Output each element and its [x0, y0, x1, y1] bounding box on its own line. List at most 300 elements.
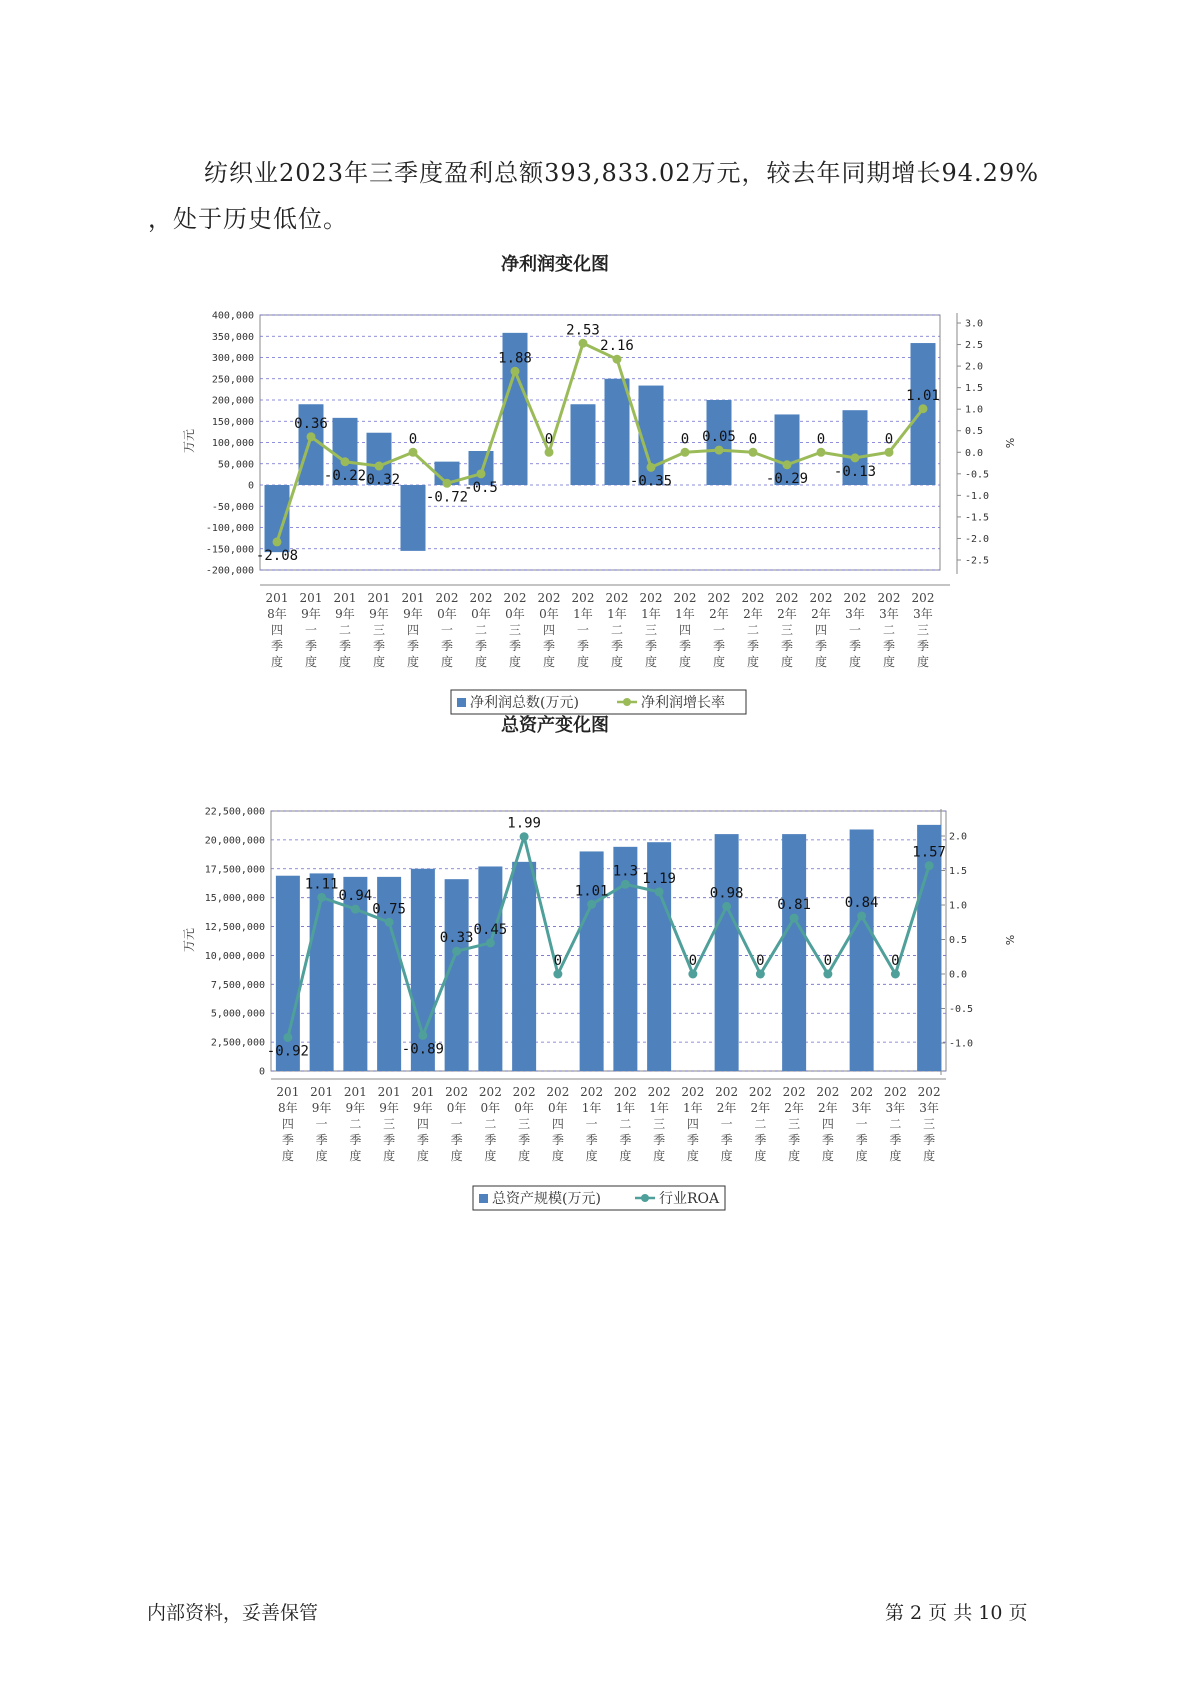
x-tick-label: 度 [788, 1149, 801, 1163]
x-tick-label: 三 [383, 1117, 396, 1131]
x-tick-label: 202 [911, 591, 935, 605]
y-tick-label: 15,000,000 [204, 893, 265, 905]
x-tick-label: 9年 [403, 607, 423, 621]
bar [850, 829, 874, 1071]
x-tick-label: 三 [653, 1117, 666, 1131]
line-point [351, 905, 360, 914]
y-axis-label: 万元 [182, 927, 196, 953]
x-tick-label: 度 [746, 655, 760, 669]
data-label: 1.11 [304, 876, 339, 893]
x-tick-label: 二 [882, 623, 896, 637]
x-tick-label: 季 [450, 1133, 463, 1147]
x-tick-label: 201 [377, 1085, 401, 1099]
y2-tick-label: 2.5 [965, 340, 984, 352]
x-tick-label: 度 [484, 1149, 497, 1163]
x-tick-label: 一 [450, 1117, 463, 1131]
x-tick-label: 9年 [369, 607, 389, 621]
line-point [790, 914, 799, 923]
data-label: -0.29 [765, 470, 809, 487]
x-tick-label: 202 [741, 591, 765, 605]
x-tick-label: 一 [304, 623, 318, 637]
x-tick-label: 9年 [345, 1101, 366, 1115]
x-tick-label: 202 [707, 591, 731, 605]
bar [715, 834, 739, 1071]
x-tick-label: 季 [551, 1133, 564, 1147]
y-tick-label: -200,000 [205, 565, 254, 577]
x-tick-label: 0年 [480, 1101, 501, 1115]
x-tick-label: 1年 [649, 1101, 669, 1115]
x-tick-label: 度 [821, 1149, 834, 1163]
x-tick-label: 度 [315, 1149, 328, 1163]
x-tick-label: 季 [315, 1133, 328, 1147]
x-tick-label: 一 [440, 623, 454, 637]
x-tick-label: 202 [512, 1085, 536, 1099]
x-tick-label: 9年 [335, 607, 355, 621]
line-point [688, 970, 697, 979]
x-tick-label: 二 [754, 1117, 767, 1131]
line-point [486, 938, 495, 947]
x-tick-label: 度 [450, 1149, 463, 1163]
x-tick-label: 季 [923, 1133, 936, 1147]
x-tick-label: 三 [508, 623, 522, 637]
x-tick-label: 202 [681, 1085, 705, 1099]
x-tick-label: 度 [518, 1149, 531, 1163]
x-tick-label: 一 [855, 1117, 868, 1131]
data-label: 0.98 [709, 885, 744, 902]
x-tick-label: 9年 [413, 1101, 433, 1115]
y-tick-label: 17,500,000 [204, 864, 265, 876]
y-tick-label: 0 [247, 480, 254, 492]
x-tick-label: 季 [848, 639, 862, 653]
x-tick-label: 202 [883, 1085, 907, 1099]
x-tick-label: 季 [440, 639, 454, 653]
x-tick-label: 一 [315, 1117, 328, 1131]
x-tick-label: 度 [440, 655, 454, 669]
x-tick-label: 四 [821, 1117, 834, 1131]
x-tick-label: 季 [754, 1133, 767, 1147]
x-tick-label: 季 [746, 639, 760, 653]
x-tick-label: 季 [644, 639, 658, 653]
data-label: 0.45 [473, 921, 508, 938]
y-axis-label: 万元 [182, 428, 196, 454]
legend-line-label: 行业ROA [659, 1191, 720, 1207]
y-tick-label: 12,500,000 [204, 922, 265, 934]
legend-bar-label: 总资产规模(万元) [492, 1191, 601, 1207]
y2-tick-label: 1.0 [965, 404, 984, 416]
x-tick-label: 四 [406, 623, 420, 637]
x-tick-label: 季 [270, 639, 284, 653]
data-label: 2.16 [600, 338, 634, 355]
x-tick-label: 3年 [913, 607, 933, 621]
x-tick-label: 度 [720, 1149, 733, 1163]
x-tick-label: 季 [712, 639, 726, 653]
y2-tick-label: 0.0 [949, 969, 968, 981]
legend-bar-swatch [479, 1194, 488, 1203]
x-tick-label: 二 [889, 1117, 902, 1131]
y-tick-label: 250,000 [211, 374, 254, 386]
data-label: -0.89 [401, 1041, 444, 1058]
y2-tick-label: 3.0 [965, 318, 984, 330]
y2-tick-label: 0.0 [965, 447, 984, 459]
x-tick-label: 季 [788, 1133, 801, 1147]
x-tick-label: 季 [372, 639, 386, 653]
x-tick-label: 202 [877, 591, 901, 605]
x-tick-label: 3年 [879, 607, 899, 621]
data-label: 0 [756, 953, 765, 969]
x-tick-label: 1年 [615, 1101, 636, 1115]
y-tick-label: 350,000 [211, 331, 254, 343]
data-label: 2.53 [566, 322, 600, 339]
x-tick-label: 202 [782, 1085, 806, 1099]
data-label: 1.99 [507, 815, 541, 832]
x-tick-label: 季 [686, 1133, 699, 1147]
x-tick-label: 度 [754, 1149, 767, 1163]
x-tick-label: 3年 [851, 1101, 872, 1115]
y-tick-label: -150,000 [205, 544, 254, 556]
data-label: -2.08 [255, 547, 299, 564]
x-tick-label: 二 [338, 623, 352, 637]
y-tick-label: -50,000 [211, 501, 254, 513]
x-tick-label: 1年 [573, 607, 593, 621]
line-point [655, 887, 664, 896]
x-tick-label: 201 [411, 1085, 435, 1099]
x-tick-label: 201 [343, 1085, 367, 1099]
data-label: 1.3 [612, 863, 639, 880]
x-tick-label: 202 [435, 591, 459, 605]
x-tick-label: 201 [299, 591, 323, 605]
x-tick-label: 季 [889, 1133, 902, 1147]
x-tick-label: 季 [585, 1133, 598, 1147]
x-tick-label: 度 [916, 655, 930, 669]
data-label: 0 [891, 953, 900, 969]
x-tick-label: 季 [576, 639, 590, 653]
x-tick-label: 2年 [818, 1101, 838, 1115]
x-tick-label: 1年 [607, 607, 627, 621]
bar [782, 834, 806, 1071]
x-tick-label: 3年 [885, 1101, 906, 1115]
data-label: 0.36 [294, 415, 328, 432]
x-tick-label: 3年 [845, 607, 865, 621]
x-tick-label: 一 [585, 1117, 598, 1131]
data-label: 1.57 [912, 844, 946, 861]
data-label: 0 [408, 431, 418, 448]
data-label: 0 [884, 431, 894, 448]
data-label: 0 [688, 953, 698, 969]
legend-line-marker [641, 1194, 649, 1202]
data-label: 1.01 [574, 883, 609, 900]
x-tick-label: 度 [923, 1149, 936, 1163]
x-tick-label: 202 [843, 591, 867, 605]
y-tick-label: 300,000 [211, 353, 254, 364]
x-tick-label: 201 [276, 1085, 300, 1099]
x-tick-label: 二 [474, 623, 488, 637]
x-tick-label: 202 [639, 591, 663, 605]
x-tick-label: 度 [281, 1149, 294, 1163]
data-label: 0 [680, 431, 690, 448]
x-tick-label: 度 [610, 655, 624, 669]
data-label: -0.32 [357, 472, 401, 489]
x-tick-label: 一 [848, 623, 862, 637]
x-tick-label: 三 [916, 623, 930, 637]
line-point [823, 970, 832, 979]
x-tick-label: 二 [610, 623, 624, 637]
data-label: 0 [823, 953, 833, 969]
x-tick-label: 202 [748, 1085, 772, 1099]
data-label: -0.35 [629, 473, 673, 490]
x-tick-label: 季 [508, 639, 522, 653]
x-tick-label: 二 [746, 623, 760, 637]
x-tick-label: 度 [406, 655, 420, 669]
x-tick-label: 四 [814, 623, 828, 637]
x-tick-label: 季 [542, 639, 556, 653]
x-tick-label: 季 [338, 639, 352, 653]
x-tick-label: 2年 [750, 1101, 771, 1115]
data-label: 0 [816, 431, 826, 448]
y2-tick-label: 1.0 [949, 900, 968, 912]
x-tick-label: 二 [619, 1117, 632, 1131]
y-tick-label: 7,500,000 [210, 979, 265, 991]
x-tick-label: 0年 [539, 607, 559, 621]
x-tick-label: 季 [610, 639, 624, 653]
data-label: 0.81 [777, 897, 811, 914]
x-tick-label: 季 [474, 639, 488, 653]
x-tick-label: 0年 [548, 1101, 568, 1115]
y-tick-label: 150,000 [211, 416, 254, 428]
x-tick-label: 0年 [505, 607, 525, 621]
summary-line-1: 纺织业2023年三季度盈利总额393,833.02万元，较去年同期增长94.29% [204, 159, 1040, 187]
x-tick-label: 三 [644, 623, 658, 637]
x-tick-label: 四 [542, 623, 556, 637]
x-tick-label: 三 [372, 623, 386, 637]
data-label: -0.5 [464, 479, 498, 496]
x-tick-label: 季 [678, 639, 692, 653]
data-label: 0.94 [338, 888, 373, 905]
x-tick-label: 202 [816, 1085, 840, 1099]
x-tick-label: 202 [580, 1085, 604, 1099]
x-tick-label: 201 [310, 1085, 334, 1099]
x-tick-label: 202 [673, 591, 697, 605]
y-tick-label: 0 [258, 1066, 265, 1078]
x-tick-label: 202 [613, 1085, 637, 1099]
y-tick-label: 200,000 [211, 395, 254, 407]
x-tick-label: 202 [571, 591, 595, 605]
x-tick-label: 度 [349, 1149, 362, 1163]
x-tick-label: 四 [416, 1117, 429, 1131]
line-point [452, 947, 461, 956]
x-tick-label: 8年 [267, 607, 287, 621]
y2-tick-label: -1.5 [965, 512, 990, 524]
x-tick-label: 度 [542, 655, 556, 669]
x-tick-label: 8年 [278, 1101, 298, 1115]
y-tick-label: 400,000 [211, 310, 254, 322]
x-tick-label: 0年 [514, 1101, 534, 1115]
x-tick-label: 201 [401, 591, 425, 605]
line-point [553, 970, 562, 979]
x-tick-label: 季 [406, 639, 420, 653]
data-label: -0.13 [833, 463, 877, 480]
x-tick-label: 一 [576, 623, 590, 637]
x-tick-label: 四 [686, 1117, 699, 1131]
x-tick-label: 季 [281, 1133, 294, 1147]
y2-axis-label: % [1003, 437, 1016, 449]
line-point [385, 918, 394, 927]
x-tick-label: 度 [848, 655, 862, 669]
bar [478, 866, 502, 1071]
x-tick-label: 202 [503, 591, 527, 605]
x-tick-label: 二 [349, 1117, 362, 1131]
data-label: 1.01 [906, 387, 940, 404]
line-point [925, 861, 934, 870]
x-tick-label: 三 [518, 1117, 531, 1131]
data-label: 0.05 [702, 429, 736, 446]
x-tick-label: 季 [304, 639, 318, 653]
y2-tick-label: 1.5 [949, 866, 968, 877]
x-tick-label: 3年 [919, 1101, 939, 1115]
line-point [520, 832, 529, 841]
x-tick-label: 1年 [683, 1101, 703, 1115]
y2-axis-label: % [1003, 934, 1016, 946]
x-tick-label: 季 [821, 1133, 834, 1147]
x-tick-label: 度 [780, 655, 794, 669]
x-tick-label: 度 [855, 1149, 868, 1163]
data-label: -0.92 [266, 1043, 309, 1060]
x-tick-label: 2年 [777, 607, 797, 621]
x-tick-label: 度 [814, 655, 828, 669]
x-tick-label: 度 [576, 655, 590, 669]
x-tick-label: 202 [546, 1085, 570, 1099]
x-tick-label: 202 [850, 1085, 874, 1099]
y2-tick-label: -0.5 [949, 1004, 974, 1015]
x-tick-label: 201 [265, 591, 289, 605]
y2-tick-label: -2.5 [965, 555, 990, 567]
data-label: -0.72 [425, 489, 469, 506]
chart-title-total-assets: 总资产变化图 [501, 715, 609, 736]
data-label: 1.88 [498, 350, 532, 367]
x-tick-label: 9年 [301, 607, 321, 621]
data-label: 0 [544, 431, 554, 448]
line-point [418, 1031, 427, 1040]
x-tick-label: 度 [551, 1149, 564, 1163]
x-tick-label: 2年 [743, 607, 763, 621]
x-tick-label: 度 [508, 655, 522, 669]
line-point [621, 880, 630, 889]
x-tick-label: 三 [788, 1117, 801, 1131]
plot-area [271, 811, 946, 1071]
line-point [587, 900, 596, 909]
x-tick-label: 202 [445, 1085, 469, 1099]
x-tick-label: 度 [474, 655, 488, 669]
x-tick-label: 1年 [581, 1101, 602, 1115]
x-tick-label: 度 [882, 655, 896, 669]
x-tick-label: 0年 [471, 607, 491, 621]
x-tick-label: 度 [338, 655, 352, 669]
x-tick-label: 三 [780, 623, 794, 637]
x-tick-label: 202 [605, 591, 629, 605]
y2-tick-label: -1.0 [965, 490, 990, 502]
y2-tick-label: -2.0 [965, 533, 990, 545]
x-tick-label: 季 [882, 639, 896, 653]
x-tick-label: 202 [478, 1085, 502, 1099]
x-tick-label: 季 [484, 1133, 497, 1147]
data-label: 0 [748, 431, 758, 448]
x-tick-label: 四 [281, 1117, 294, 1131]
y2-tick-label: 1.5 [965, 383, 984, 395]
y-tick-label: 20,000,000 [204, 835, 265, 847]
x-tick-label: 四 [270, 623, 284, 637]
x-tick-label: 2年 [784, 1101, 804, 1115]
y2-tick-label: -0.5 [965, 469, 990, 481]
y-tick-label: 5,000,000 [210, 1008, 265, 1020]
data-label: 0.84 [844, 895, 879, 912]
x-tick-label: 度 [585, 1149, 598, 1163]
x-tick-label: 季 [814, 639, 828, 653]
x-tick-label: 度 [644, 655, 658, 669]
data-label: 1.19 [642, 870, 676, 887]
line-point [857, 912, 866, 921]
x-tick-label: 2年 [709, 607, 729, 621]
x-tick-label: 季 [349, 1133, 362, 1147]
y-tick-label: 10,000,000 [204, 950, 265, 962]
y-tick-label: 50,000 [217, 459, 254, 471]
x-tick-label: 季 [416, 1133, 429, 1147]
x-tick-label: 四 [678, 623, 692, 637]
x-tick-label: 度 [416, 1149, 429, 1163]
x-tick-label: 202 [809, 591, 833, 605]
x-tick-label: 201 [367, 591, 391, 605]
x-tick-label: 9年 [379, 1101, 399, 1115]
line-point [891, 970, 900, 979]
x-tick-label: 度 [678, 655, 692, 669]
x-tick-label: 度 [619, 1149, 632, 1163]
footer-left: 内部资料，妥善保管 [147, 1602, 319, 1624]
x-tick-label: 0年 [437, 607, 457, 621]
data-label: 0.75 [372, 901, 406, 918]
data-label: -0.22 [323, 467, 367, 484]
x-tick-label: 9年 [311, 1101, 332, 1115]
data-label: 0 [553, 953, 563, 969]
y-tick-label: 100,000 [211, 438, 254, 449]
x-tick-label: 度 [889, 1149, 902, 1163]
x-tick-label: 202 [469, 591, 493, 605]
line-point [283, 1033, 292, 1042]
x-tick-label: 202 [775, 591, 799, 605]
x-tick-label: 0年 [446, 1101, 467, 1115]
x-tick-label: 二 [484, 1117, 497, 1131]
x-tick-label: 季 [855, 1133, 868, 1147]
x-tick-label: 一 [720, 1117, 733, 1131]
bar [512, 862, 536, 1071]
x-tick-label: 度 [383, 1149, 396, 1163]
x-tick-label: 季 [619, 1133, 632, 1147]
y-tick-label: 22,500,000 [204, 806, 265, 818]
x-tick-label: 季 [518, 1133, 531, 1147]
x-tick-label: 一 [712, 623, 726, 637]
summary-line-2: ，处于历史低位。 [148, 205, 348, 233]
x-tick-label: 2年 [716, 1101, 737, 1115]
x-tick-label: 度 [270, 655, 284, 669]
x-tick-label: 季 [916, 639, 930, 653]
x-tick-label: 度 [686, 1149, 699, 1163]
x-tick-label: 1年 [641, 607, 661, 621]
line-point [722, 902, 731, 911]
chart-title-net-profit: 净利润变化图 [501, 254, 609, 275]
x-tick-label: 度 [304, 655, 318, 669]
x-tick-label: 季 [653, 1133, 666, 1147]
x-tick-label: 2年 [811, 607, 831, 621]
x-tick-label: 四 [551, 1117, 564, 1131]
line-point [756, 970, 765, 979]
legend-line-label: 净利润增长率 [641, 695, 725, 711]
